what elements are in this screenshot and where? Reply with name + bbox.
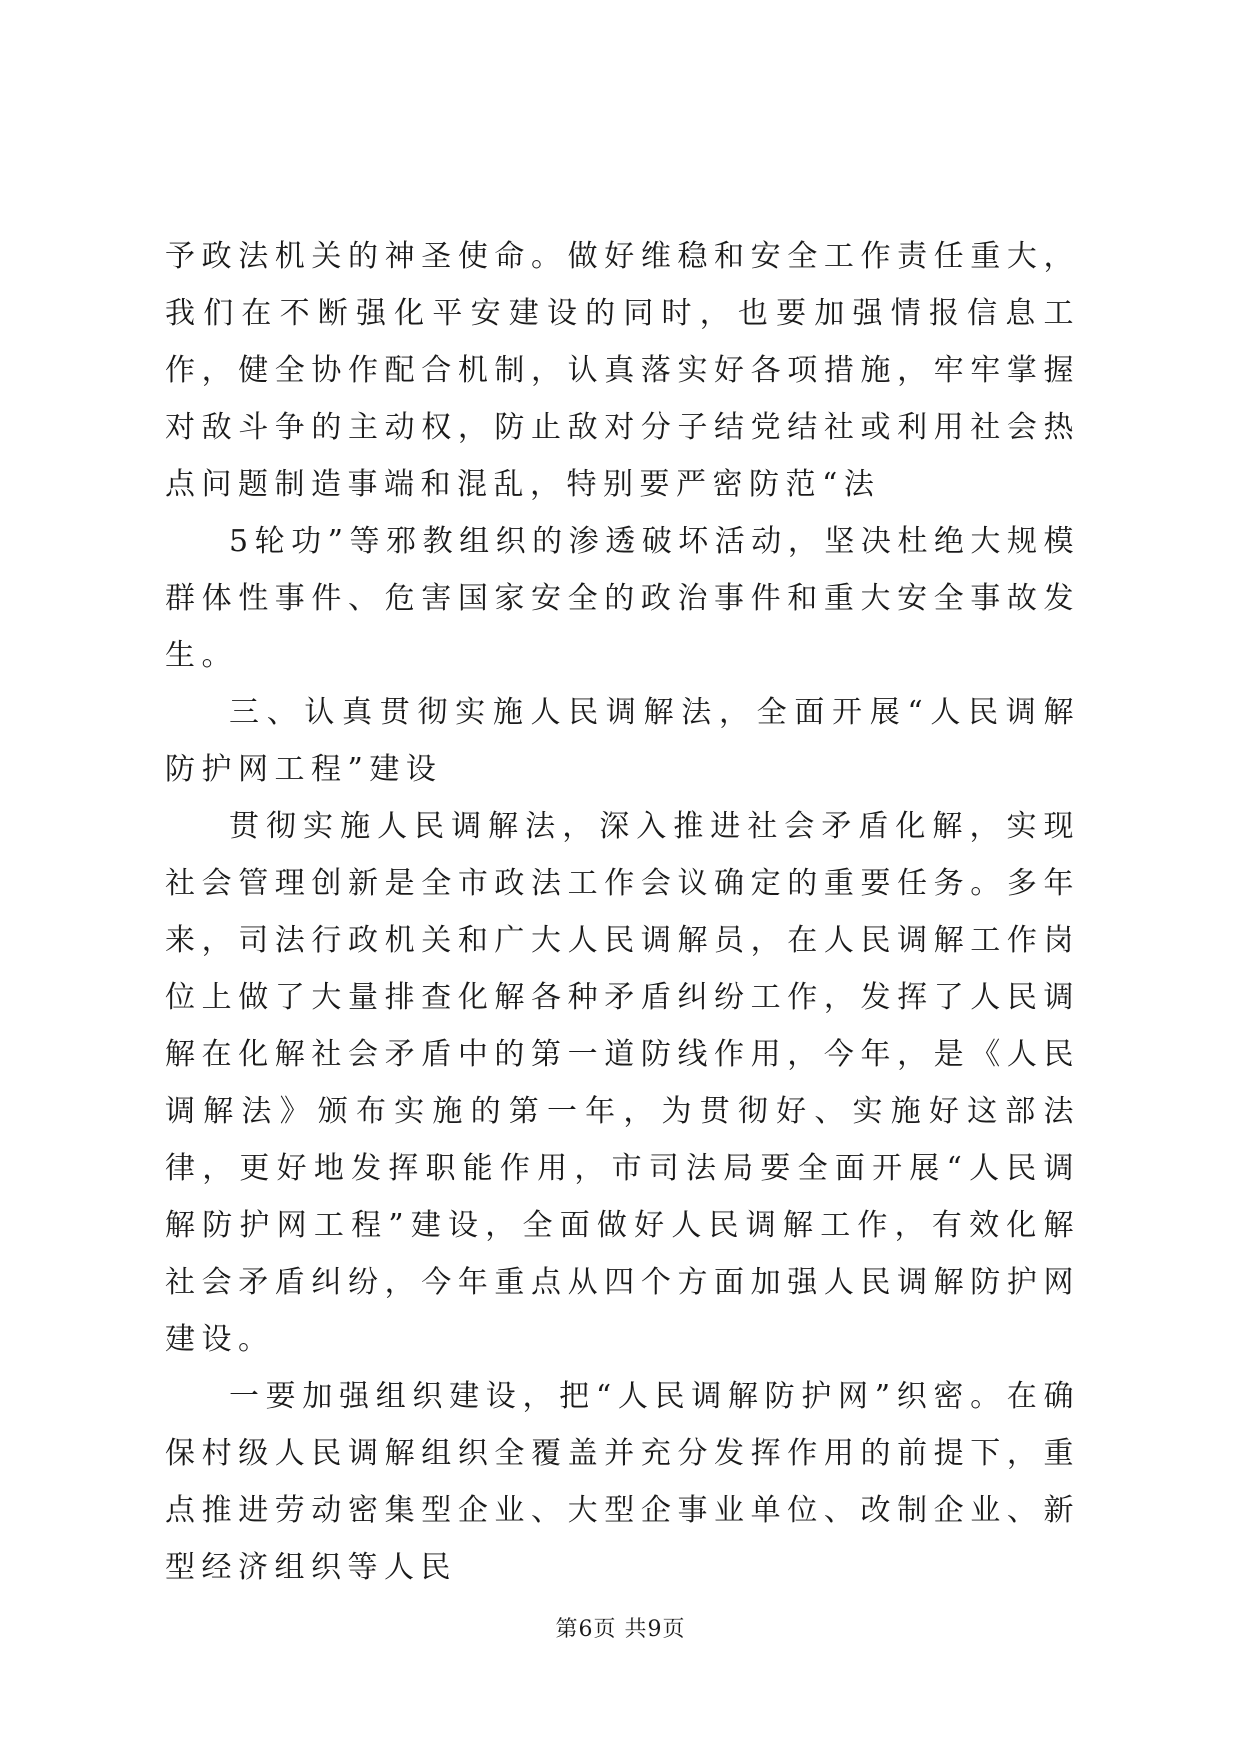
paragraph-2: 5轮功”等邪教组织的渗透破坏活动，坚决杜绝大规模群体性事件、危害国家安全的政治事件和重大安全事故发生。 [165,524,1080,673]
paragraph-1: 予政法机关的神圣使命。做好维稳和安全工作责任重大，我们在不断强化平安建设的同时，也要加强情报信息工作，健全协作配合机制，认真落实好各项措施，牢牢掌握对敌斗争的主动权，防止敌对分子结党结社或利用社会热点问题制造事端和混乱，特别要严密防范“法 [165,239,1080,502]
document-body [165,228,1080,1596]
section-heading: 三、认真贯彻实施人民调解法，全面开展“人民调解防护网工程”建设 [165,695,1080,787]
page-footer: 第6页 共9页 [555,1617,686,1642]
paragraph-4: 一要加强组织建设，把“人民调解防护网”织密。在确保村级人民调解组织全覆盖并充分发挥作用的前提下，重点推进劳动密集型企业、大型企事业单位、改制企业、新型经济组织等人民 [165,1379,1080,1585]
paragraph-3: 贯彻实施人民调解法，深入推进社会矛盾化解，实现社会管理创新是全市政法工作会议确定的重要任务。多年来，司法行政机关和广大人民调解员，在人民调解工作岗位上做了大量排查化解各种矛盾纠纷工作，发挥了人民调解在化解社会矛盾中的第一道防线作用，今年，是《人民调解法》颁布实施的第一年，为贯彻好、实施好这部法律，更好地发挥职能作用，市司法局要全面开展“人民调解防护网工程”建设，全面做好人民调解工作，有效化解社会矛盾纠纷，今年重点从四个方面加强人民调解防护网建设。 [165,809,1080,1357]
